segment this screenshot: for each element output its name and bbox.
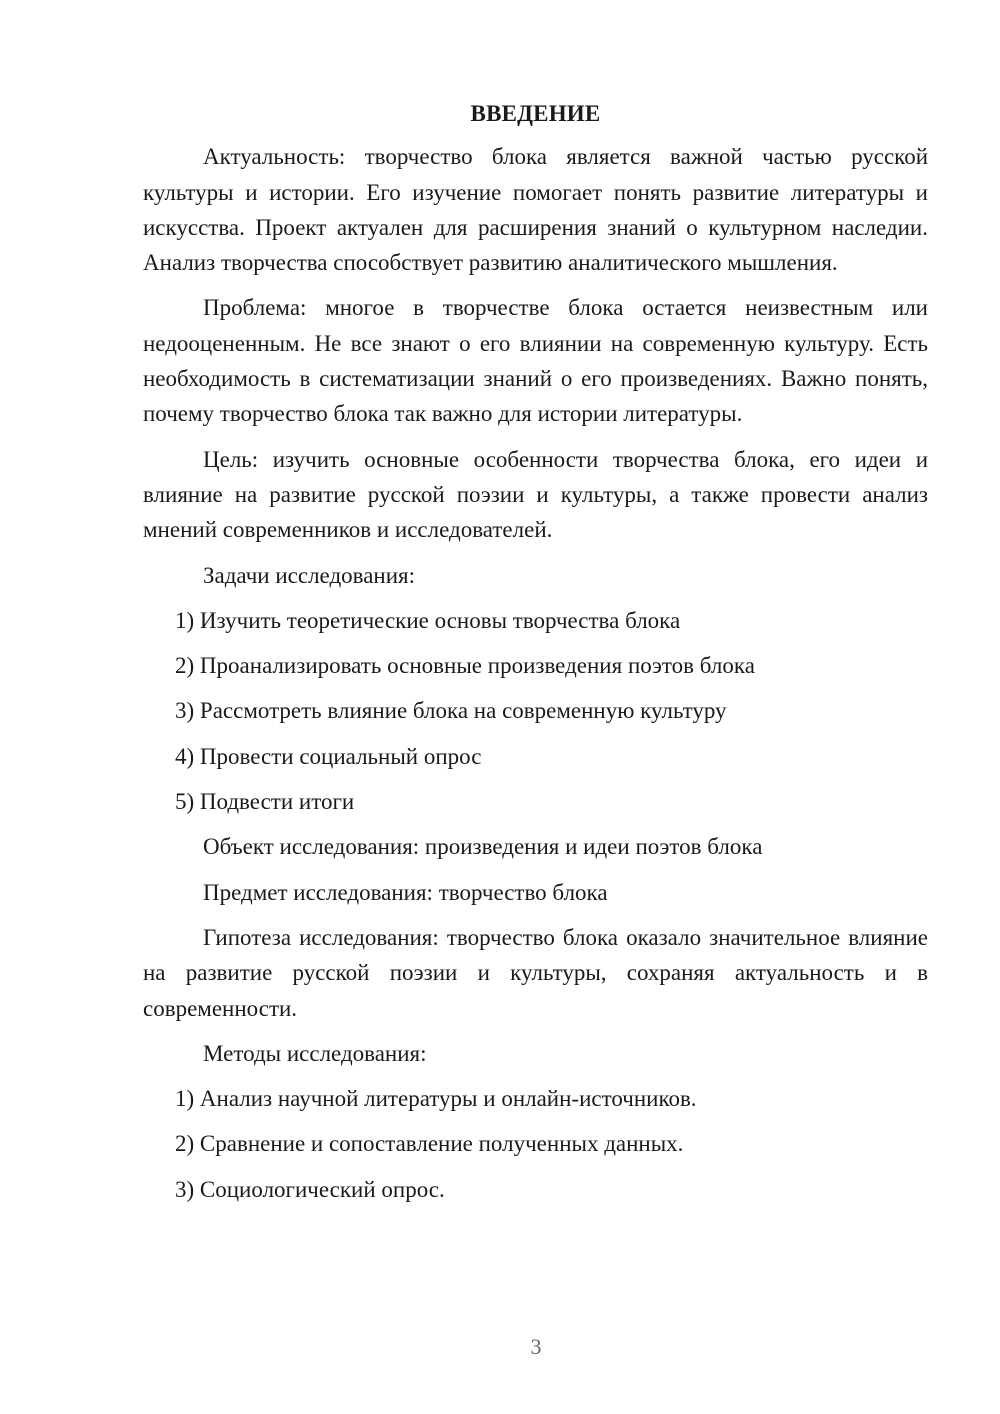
- task-item: 2) Проанализировать основные произведения поэтов блока: [175, 653, 755, 679]
- tasks-heading: Задачи исследования:: [203, 562, 416, 588]
- problem-paragraph: Проблема: многое в творчестве блока остается неизвестным или недооцененным. Не все знают о его влиянии на современную культуру. Есть необходимость в систематизации знаний о его произведениях. Важно понять, почему творчество блока так важно для истории литературы.: [143, 295, 928, 427]
- subject-line: Предмет исследования: творчество блока: [203, 879, 608, 905]
- task-item: 4) Провести социальный опрос: [175, 743, 482, 769]
- method-item: 1) Анализ научной литературы и онлайн-источников.: [175, 1086, 697, 1112]
- relevance-paragraph: Актуальность: творчество блока является важной частью русской культуры и истории. Его изучение помогает понять развитие литературы и искусства. Проект актуален для расширения знаний о культурном наследии. Анализ творчества способствует развитию аналитического мышления.: [143, 144, 928, 276]
- task-item: 1) Изучить теоретические основы творчества блока: [175, 607, 681, 633]
- methods-list: [143, 1081, 928, 1207]
- page-number: 3: [530, 1334, 542, 1359]
- method-item: 3) Социологический опрос.: [175, 1176, 445, 1202]
- section-title: ВВЕДЕНИЕ: [470, 101, 601, 126]
- goal-paragraph: Цель: изучить основные особенности творчества блока, его идеи и влияние на развитие русской поэзии и культуры, а также провести анализ мнений современников и исследователей.: [143, 446, 928, 543]
- method-item: 2) Сравнение и сопоставление полученных данных.: [175, 1131, 684, 1157]
- task-item: 5) Подвести итоги: [175, 789, 355, 815]
- tasks-list: [143, 603, 928, 819]
- methods-heading: Методы исследования:: [203, 1040, 427, 1066]
- page-content: [143, 96, 928, 1217]
- task-item: 3) Рассмотреть влияние блока на современную культуру: [175, 698, 727, 724]
- hypothesis-paragraph: Гипотеза исследования: творчество блока оказало значительное влияние на развитие русской поэзии и культуры, сохраняя актуальность и в современности.: [143, 924, 928, 1021]
- object-line: Объект исследования: произведения и идеи поэтов блока: [203, 834, 763, 860]
